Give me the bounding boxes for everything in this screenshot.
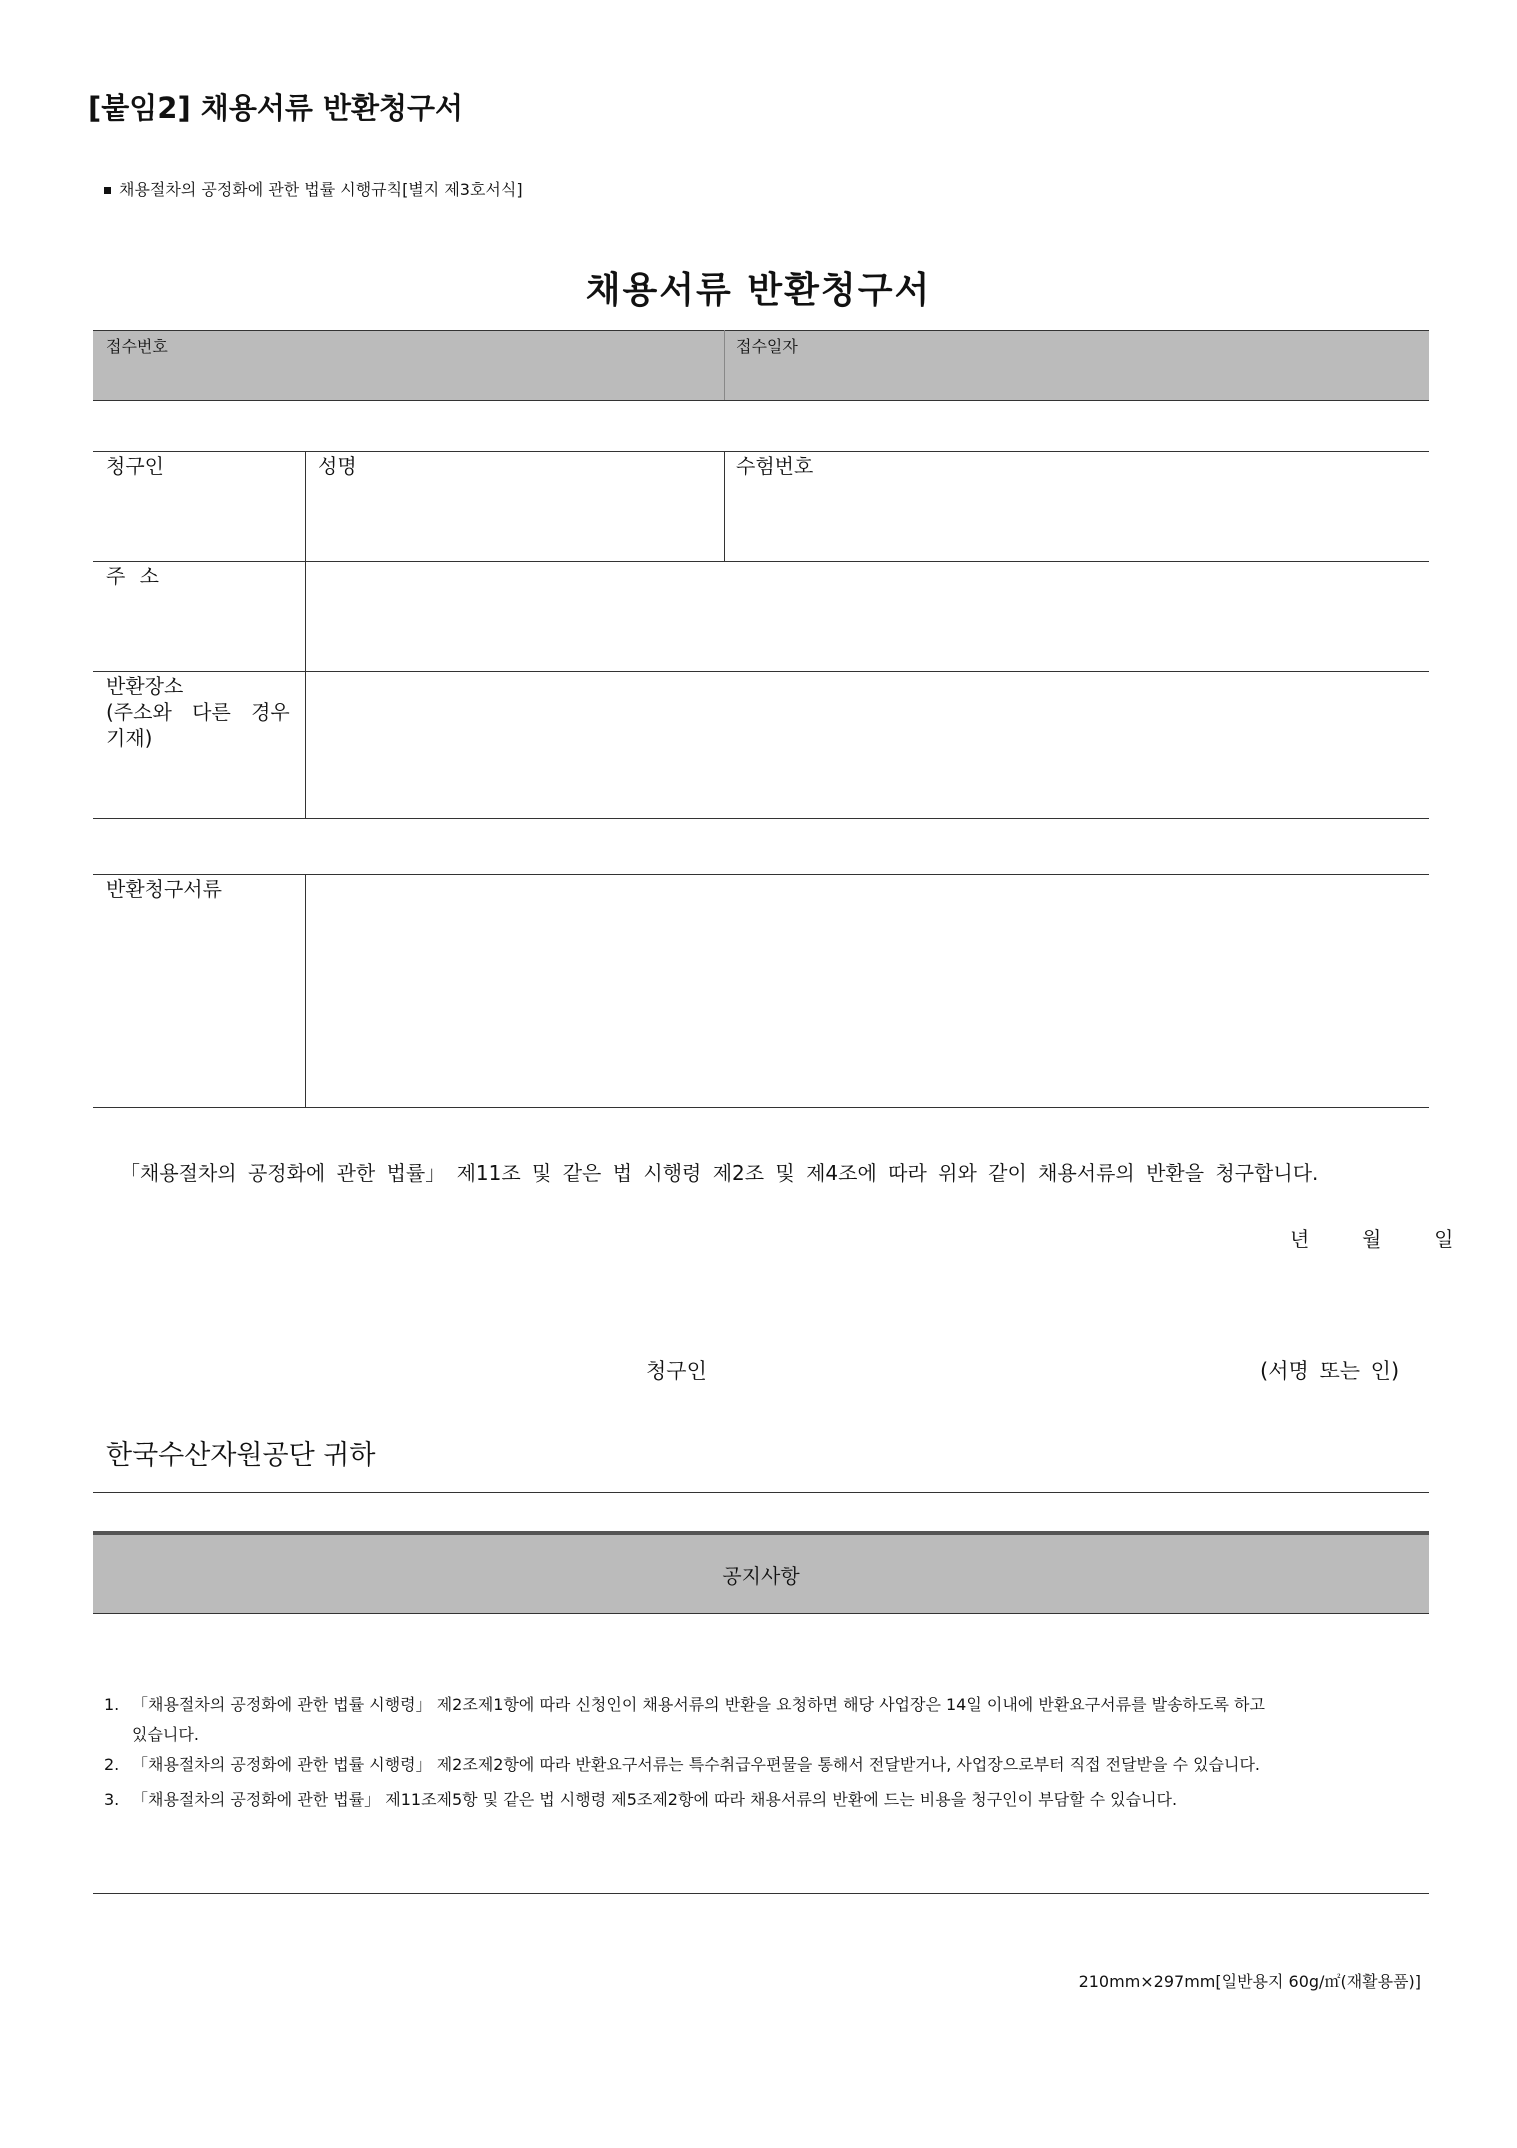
request-statement: 「채용절차의 공정화에 관한 법률」 제11조 및 같은 법 시행령 제2조 및 제4조에 따라 위와 같이 채용서류의 반환을 청구합니다. xyxy=(120,1161,1319,1185)
receipt-date-label: 접수일자 xyxy=(736,337,798,356)
date-day: 일 xyxy=(1434,1227,1454,1251)
name-label: 성명 xyxy=(318,454,357,478)
attachment-title: [붙임2] 채용서류 반환청구서 xyxy=(88,91,464,125)
signature-claimant-label: 청구인 xyxy=(646,1359,707,1383)
notice-item-num: 3. xyxy=(104,1790,120,1809)
documents-field[interactable] xyxy=(307,876,1427,1105)
form-title: 채용서류 반환청구서 xyxy=(585,270,932,311)
address-label: 주 소 xyxy=(106,564,163,588)
exam-number-label: 수험번호 xyxy=(736,454,814,478)
documents-label: 반환청구서류 xyxy=(106,877,222,901)
signature-hint: (서명 또는 인) xyxy=(1260,1359,1400,1383)
notice-item-text: 「채용절차의 공정화에 관한 법률 시행령」 제2조제2항에 따라 반환요구서류는 특수취급우편물을 통해서 전달받거나, 사업장으로부터 직접 전달받을 수 있습니다. xyxy=(132,1755,1261,1774)
legal-basis xyxy=(104,177,523,200)
notice-item-2 xyxy=(104,1750,1429,1780)
notice-item-text: 「채용절차의 공정화에 관한 법률」 제11조제5항 및 같은 법 시행령 제5조제2항에 따라 채용서류의 반환에 드는 비용을 청구인이 부담할 수 있습니다. xyxy=(132,1790,1178,1809)
address-field[interactable] xyxy=(307,563,1427,669)
date-year: 년 xyxy=(1290,1227,1310,1251)
notice-title: 공지사항 xyxy=(722,1564,800,1588)
claimant-section-label: 청구인 xyxy=(106,454,164,478)
name-field[interactable] xyxy=(306,485,722,559)
bullet-square-icon xyxy=(104,187,111,194)
return-place-field[interactable] xyxy=(307,673,1427,816)
return-place-label-line2: (주소와 다른 경우 xyxy=(106,700,290,724)
notice-item-num: 1. xyxy=(104,1695,120,1714)
receipt-number-label: 접수번호 xyxy=(106,337,168,356)
date-month: 월 xyxy=(1362,1227,1382,1251)
notice-item-text-cont: 있습니다. xyxy=(132,1725,199,1744)
notice-item-1 xyxy=(104,1690,1429,1750)
notice-item-num: 2. xyxy=(104,1755,120,1774)
date-line xyxy=(1290,1223,1453,1252)
notice-item-3 xyxy=(104,1785,1429,1815)
addressee: 한국수산자원공단 귀하 xyxy=(106,1440,376,1471)
return-place-label-line1: 반환장소 xyxy=(106,674,184,698)
paper-spec: 210mm×297mm[일반용지 60g/㎡(재활용품)] xyxy=(1078,1972,1421,1991)
return-place-label-line3: 기재) xyxy=(106,726,153,750)
return-place-label xyxy=(106,673,296,751)
legal-basis-text: 채용절차의 공정화에 관한 법률 시행규칙[별지 제3호서식] xyxy=(119,180,523,199)
exam-number-field[interactable] xyxy=(726,485,1428,559)
notice-item-text: 「채용절차의 공정화에 관한 법률 시행령」 제2조제1항에 따라 신청인이 채용서류의 반환을 요청하면 해당 사업장은 14일 이내에 반환요구서류를 발송하도록 하고 xyxy=(132,1695,1265,1714)
